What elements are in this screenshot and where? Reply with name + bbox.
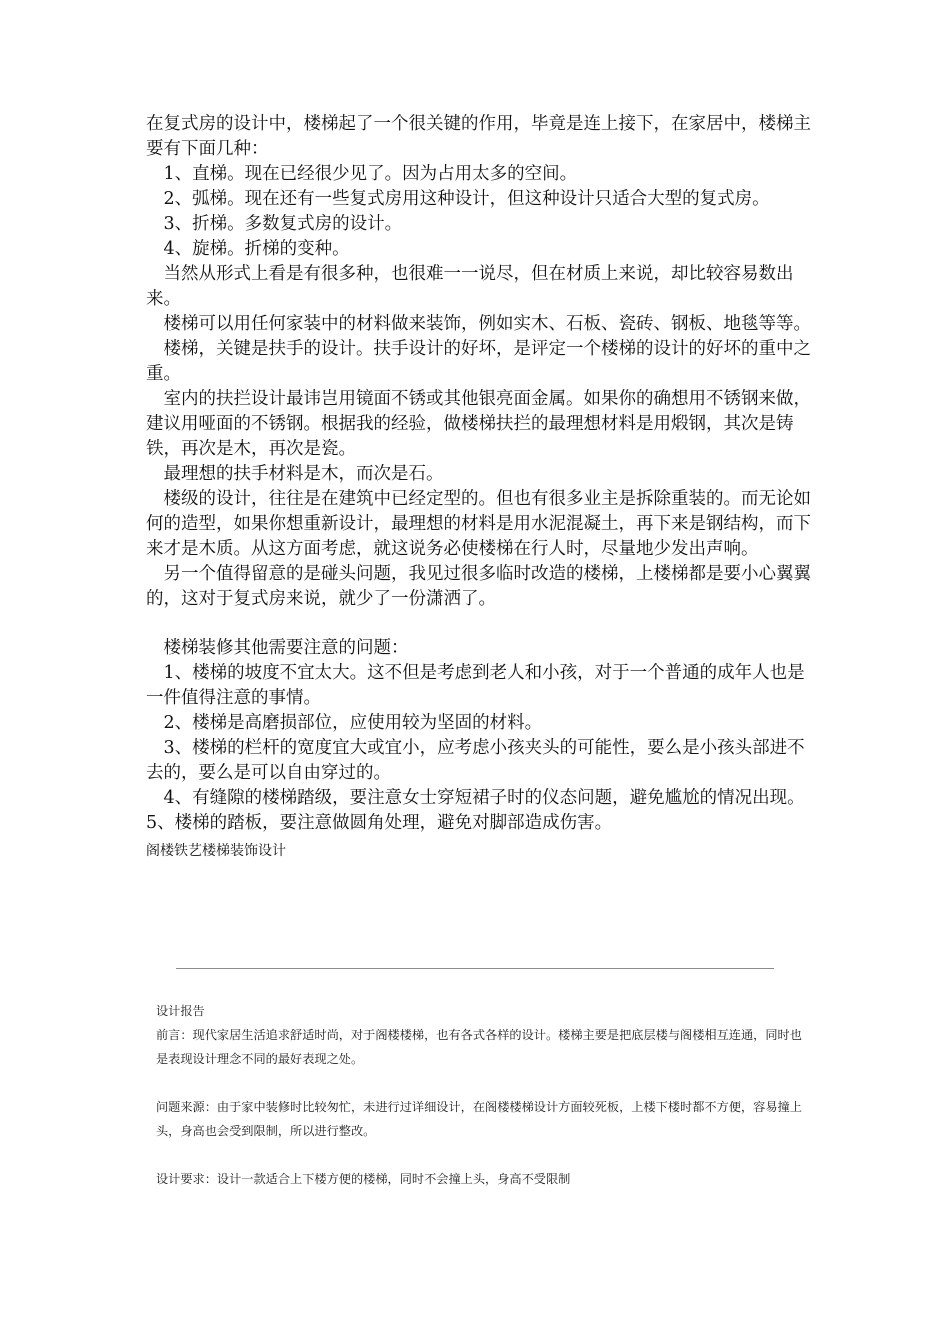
paragraph: 另一个值得留意的是碰头问题，我见过很多临时改造的楼梯，上楼梯都是要小心翼翼的，这对于复式房来说，就少了一份潇洒了。 (146, 564, 811, 609)
paragraph: 室内的扶拦设计最讳岂用镜面不锈或其他银亮面金属。如果你的确想用不锈钢来做，建议用哑面的不锈钢。根据我的经验，做楼梯扶拦的最理想材料是用煅钢，其次是铸铁，再次是木，再次是瓷。 (146, 389, 811, 459)
paragraph: 楼级的设计，往往是在建筑中已经定型的。但也有很多业主是拆除重装的。而无论如何的造型，如果你想重新设计，最理想的材料是用水泥混凝土，再下来是钢结构，而下来才是木质。从这方面考虑，就这说务必使楼梯在行人时，尽量地少发出声响。 (146, 489, 811, 559)
blank-line (156, 1143, 806, 1167)
report-problem: 问题来源：由于家中装修时比较匆忙，未进行过详细设计，在阁楼楼梯设计方面较死板，上楼下楼时都不方便，容易撞上头，身高也会受到限制，所以进行整改。 (156, 1100, 802, 1138)
note-item: 3、楼梯的栏杆的宽度宜大或宜小，应考虑小孩夹头的可能性，要么是小孩头部进不去的，要么是可以自由穿过的。 (146, 738, 805, 783)
paragraph: 在复式房的设计中，楼梯起了一个很关键的作用，毕竟是连上接下，在家居中，楼梯主要有下面几种： (146, 114, 811, 159)
paragraph: 最理想的扶手材料是木，而次是石。 (146, 464, 444, 484)
note-item: 5、楼梯的踏板，要注意做圆角处理，避免对脚部造成伤害。 (146, 813, 613, 833)
report-requirement: 设计要求：设计一款适合上下楼方便的楼梯，同时不会撞上头，身高不受限制 (156, 1172, 571, 1186)
section-title: 阁楼铁艺楼梯装饰设计 (146, 843, 286, 859)
report-preface: 前言：现代家居生活追求舒适时尚，对于阁楼楼梯，也有各式各样的设计。楼梯主要是把底层楼与阁楼相互连通，同时也是表现设计理念不同的最好表现之处。 (156, 1028, 802, 1066)
paragraph: 楼梯，关键是扶手的设计。扶手设计的好坏，是评定一个楼梯的设计的好坏的重中之重。 (146, 339, 811, 384)
report-heading: 设计报告 (156, 1004, 205, 1018)
paragraph: 当然从形式上看是有很多种，也很难一一说尽，但在材质上来说，却比较容易数出来。 (146, 264, 794, 309)
blank-line (156, 1071, 806, 1095)
design-report (156, 999, 806, 1191)
note-item: 4、有缝隙的楼梯踏级，要注意女士穿短裙子时的仪态问题，避免尴尬的情况出现。 (146, 788, 805, 808)
paragraph: 3、折梯。多数复式房的设计。 (146, 214, 403, 234)
note-item: 1、楼梯的坡度不宜太大。这不但是考虑到老人和小孩，对于一个普通的成年人也是一件值得注意的事情。 (146, 663, 805, 708)
article-body (146, 112, 814, 862)
paragraph: 4、旋梯。折梯的变种。 (146, 239, 350, 259)
blank-line (146, 612, 814, 636)
paragraph: 2、弧梯。现在还有一些复式房用这种设计，但这种设计只适合大型的复式房。 (146, 189, 770, 209)
notes-heading: 楼梯装修其他需要注意的问题： (146, 638, 409, 658)
note-item: 2、楼梯是高磨损部位，应使用较为坚固的材料。 (146, 713, 543, 733)
paragraph: 楼梯可以用任何家装中的材料做来装饰，例如实木、石板、瓷砖、钢板、地毯等等。 (146, 314, 811, 334)
paragraph: 1、直梯。现在已经很少见了。因为占用太多的空间。 (146, 164, 578, 184)
horizontal-divider (176, 968, 774, 969)
